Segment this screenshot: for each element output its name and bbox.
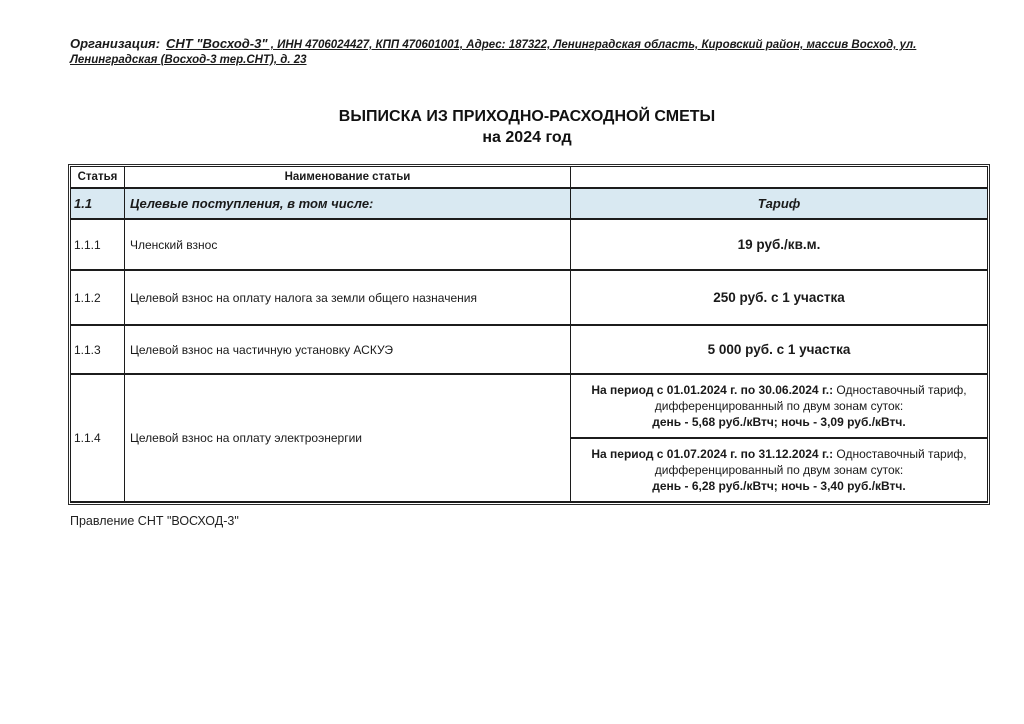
section-tariff-label: Тариф [571,188,988,219]
org-name: СНТ "Восход-3" [166,36,268,51]
table-row [71,325,988,374]
estimate-table [70,166,988,503]
period-desc: Одноставочный тариф, дифференцированный по двум зонам суток: [654,383,967,413]
row-tariff: 19 руб./кв.м. [571,219,988,270]
document-title [68,106,986,148]
row-tariff: 5 000 руб. с 1 участка [571,325,988,374]
header-cell-name: Наименование статьи [125,167,571,189]
tariff-period-cell-2 [571,438,988,502]
table-row [71,219,988,270]
org-header [70,36,968,68]
org-details: , ИНН 4706024427, КПП 470601001, Адрес: 187322, Ленинградская область, Кировский район, массив Восход, ул. Ленинградская (Восход-3 тер.СНТ), д. 23 [70,39,917,66]
row-name: Членский взнос [125,219,571,270]
period-rates: день - 6,28 руб./кВтч; ночь - 3,40 руб./кВтч. [652,479,906,493]
row-name: Целевой взнос на оплату налога за земли общего назначения [125,270,571,325]
header-cell-article: Статья [71,167,125,189]
period-range: На период с 01.01.2024 г. по 30.06.2024 г.: [591,383,834,397]
section-num: 1.1 [71,188,125,219]
period-desc: Одноставочный тариф, дифференцированный по двум зонам суток: [654,447,967,477]
row-name: Целевой взнос на частичную установку АСКУЭ [125,325,571,374]
table-header-row [71,167,988,189]
table-row-electricity [71,374,988,438]
row-num: 1.1.1 [71,219,125,270]
row-num: 1.1.4 [71,374,125,502]
row-num: 1.1.3 [71,325,125,374]
row-tariff: 250 руб. с 1 участка [571,270,988,325]
period-rates: день - 5,68 руб./кВтч; ночь - 3,09 руб./кВтч. [652,415,906,429]
title-line2: на 2024 год [482,129,572,146]
section-name: Целевые поступления, в том числе: [125,188,571,219]
period-range: На период с 01.07.2024 г. по 31.12.2024 г.: [591,447,834,461]
footer-signature: Правление СНТ "ВОСХОД-3" [70,514,239,528]
tariff-period-cell-1 [571,374,988,438]
org-label: Организация: [70,36,161,51]
row-name: Целевой взнос на оплату электроэнергии [125,374,571,502]
section-row [71,188,988,219]
table-row [71,270,988,325]
row-num: 1.1.2 [71,270,125,325]
title-line1: ВЫПИСКА ИЗ ПРИХОДНО-РАСХОДНОЙ СМЕТЫ [338,108,716,125]
estimate-table-wrapper [68,164,990,505]
header-cell-tariff [571,167,988,189]
